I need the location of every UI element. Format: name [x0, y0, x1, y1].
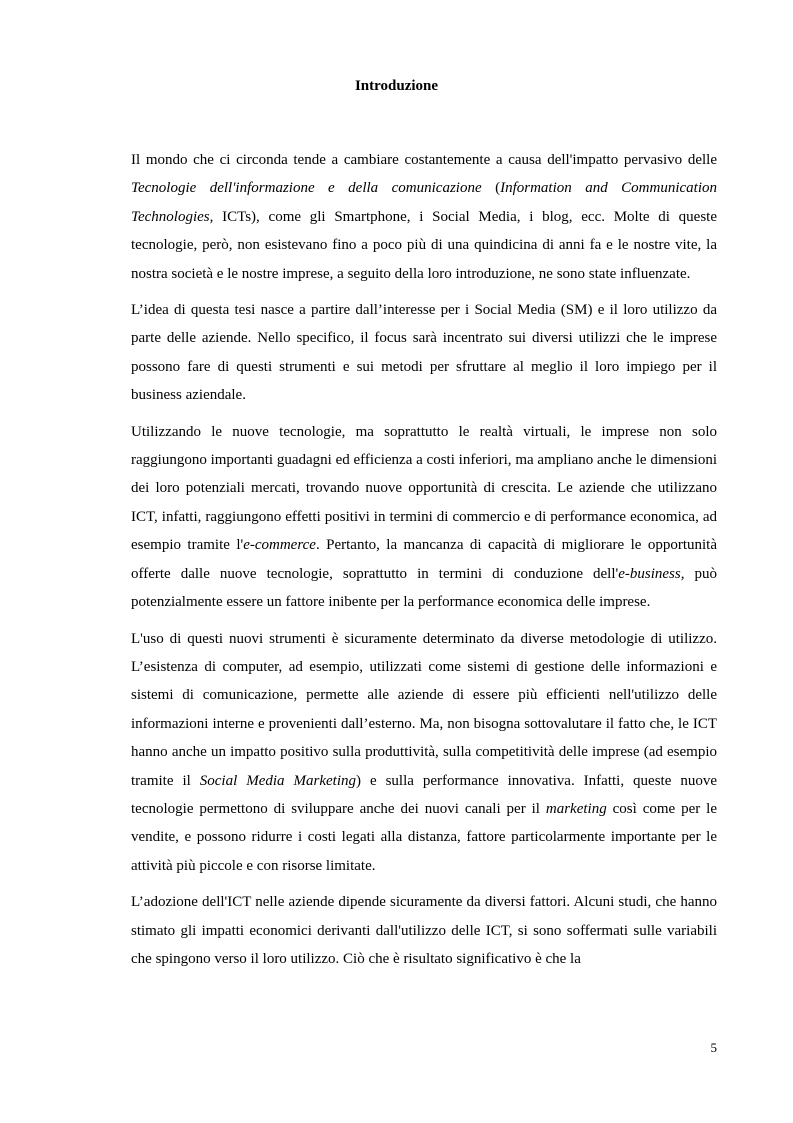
body-text: [131, 146, 717, 973]
paragraph: [131, 888, 717, 973]
italic-text: e-business,: [618, 565, 685, 582]
section-title: Introduzione: [354, 78, 439, 94]
text-run: può potenzialmente essere un fattore inibente per la performance economica delle imprese.: [131, 565, 718, 611]
paragraph: [131, 625, 717, 881]
text-run: ) e sulla performance innovativa. Infatti, queste nuove tecnologie permettono di sviluppare anche dei nuovi canali per il: [131, 772, 717, 817]
text-run: (: [481, 180, 501, 197]
paragraph: [131, 146, 717, 288]
text-run: L’idea di questa tesi nasce a partire dall’interesse per i Social Media (SM) e il loro utilizzo da parte delle aziende. Nello specifico, il focus sarà incentrato sui diversi utilizzi che le imprese possono fare di questi strumenti e sui metodi per sfruttare al meglio il loro impiego per il business aziendale.: [131, 302, 717, 404]
text-run: . Pertanto, la mancanza di capacità di migliorare le opportunità offerte dalle nuove tecnologie, soprattutto in termini di conduzione dell': [131, 537, 717, 582]
text-run: L’adozione dell'ICT nelle aziende dipende sicuramente da diversi fattori. Alcuni studi, che hanno stimato gli impatti economici derivanti dall'utilizzo delle ICT, si sono soffermati sulle variabili che spingono verso il loro utilizzo. Ciò che è risultato significativo è che la: [131, 894, 717, 967]
text-run: L'uso di questi nuovi strumenti è sicuramente determinato da diverse metodologie di utilizzo. L’esistenza di computer, ad esempio, utilizzati come sistemi di gestione delle informazioni e sistemi di comunicazione, permette alle aziende di essere più efficienti nell'utilizzo delle informazioni interne e provenienti dall’esterno. Ma, non bisogna sottovalutare il fatto che, le ICT hanno anche un impatto positivo sulla produttività, sulla competitività delle imprese (ad esempio tramite il: [131, 630, 717, 789]
italic-text: marketing: [545, 800, 607, 817]
italic-text: Tecnologie dell'informazione e della comunicazione: [131, 180, 482, 197]
page-number: 5: [710, 1040, 717, 1055]
italic-text: Social Media Marketing: [199, 772, 356, 789]
italic-text: Information and Communication Technologies,: [131, 180, 717, 225]
text-run: Utilizzando le nuove tecnologie, ma soprattutto le realtà virtuali, le imprese non solo raggiungono importanti guadagni ed efficienza a costi inferiori, ma ampliano anche le dimensioni dei loro potenziali mercati, trovando nuove opportunità di crescita. Le aziende che utilizzano ICT, infatti, raggiungono effetti positivi in termini di commercio e di performance economica, ad esempio tramite l': [131, 423, 717, 554]
italic-text: e-commerce: [243, 537, 316, 554]
paragraph: [131, 418, 717, 617]
text-run: Il mondo che ci circonda tende a cambiare costantemente a causa dell'impatto pervasivo delle: [131, 152, 717, 168]
text-run: così come per le vendite, e possono ridurre i costi legati alla distanza, fattore particolarmente importante per le attività più piccole e con risorse limitate.: [131, 800, 717, 874]
paragraph: [131, 296, 717, 410]
text-run: ICTs), come gli Smartphone, i Social Media, i blog, ecc. Molte di queste tecnologie, però, non esistevano fino a poco più di una quindicina di anni fa e le nostre vite, la nostra società e le nostre imprese, a seguito della loro introduzione, ne sono state influenzate.: [131, 208, 717, 282]
